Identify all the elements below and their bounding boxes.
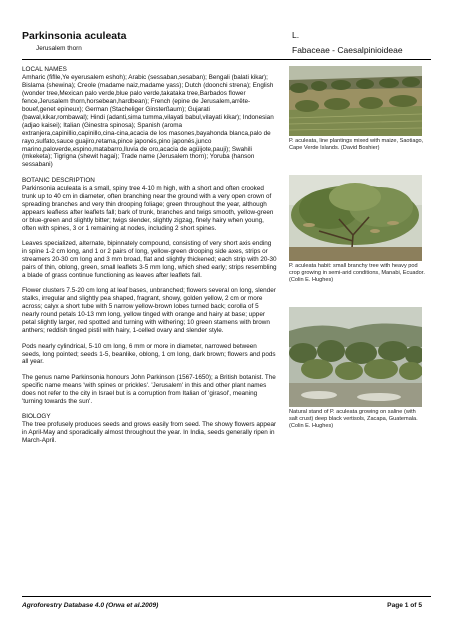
- botanic-paragraph: Pods nearly cylindrical, 5-10 cm long, 6 mm or more in diameter, narrowed between seeds, long pointed; seeds 1-5, beanlike, oblong, 1 cm long, dark brown; flowers and pods all year.: [22, 342, 276, 366]
- authority: L.: [292, 30, 300, 40]
- photo-natural-stand: [289, 307, 422, 407]
- botanic-paragraph: The genus name Parkinsonia honours John Parkinson (1567-1650); a British botanist. The specific name means 'with spines or prickles'. 'Jerusalem' in this and other plant names does not refer to the city in Israel but is a corruption from Italian of 'girasol', meaning 'turning towards the sun'.: [22, 373, 276, 405]
- botanic-paragraph: Leaves specialized, alternate, bipinnately compound, consisting of very short axis ending in spine 1-2 cm long, and 1 or 2 pairs of long, yellow-green drooping side axes, strips or streamers 20-30 cm long and 3 mm broad, flat and slightly thickened; each strip with 20-30 pairs of thin, oblong, green, small leaflets 3-5 mm long, which shed early; strips resembling a blade of grass continue functioning as leaves after leaflets fall.: [22, 240, 277, 279]
- photo-caption: P. aculeata habit: small branchy tree with heavy pod crop growing in semi-arid conditions, Manabi, Ecuador. (Colin E. Hughes): [289, 263, 425, 283]
- botanic-description-heading: BOTANIC DESCRIPTION: [22, 176, 95, 184]
- biology-heading: BIOLOGY: [22, 413, 51, 421]
- biology-text: The tree profusely produces seeds and grows easily from seed. The showy flowers appear in April-May and sporadically almost throughout the year. In India, seeds generally ripen in March-April.: [22, 421, 277, 445]
- page-number: Page 1 of 5: [387, 602, 422, 609]
- photo-column: [289, 66, 425, 586]
- botanic-paragraph: Flower clusters 7.5-20 cm long at leaf bases, unbranched; flowers several on long, slender stalks, irregular and slightly pea shaped, fragrant, showy, golden yellow, 2 cm or more across; calyx a short tube with 5 narrow yellow-brown lobes turned back; corolla of 5 nearly round petals 10-13 mm long, yellow tinged with orange and hairy at base; upper petal slightly larger, red spotted and turning with withering; 10 green stamens with brown anthers; reddish tinged pistil with hairy, 1-celled ovary and slender style.: [22, 287, 276, 335]
- species-title: Parkinsonia aculeata: [22, 30, 127, 42]
- header-divider: [22, 59, 431, 60]
- photo-caption: Natural stand of P. aculeata growing on saline (with salt crust) deep black vertisols, Zacapa, Guatemala. (Colin E. Hughes): [289, 409, 418, 429]
- photo-tree-habit: [289, 175, 422, 261]
- family-name: Fabaceae - Caesalpinioideae: [292, 45, 403, 55]
- footer-divider: [22, 596, 431, 597]
- common-name: Jerusalem thorn: [36, 45, 82, 52]
- local-names-text: Amharic (fiflle,Ye eyerusalem eshoh); Arabic (sessaban,sesaban); Bengali (balati kikar); Bislama (shewina); Creole (madame naiz,madame yass); Dutch (doonchi strena); English (wonder tree,Mexican palo verde,blue palo verde,takataka tree,Barbados flower fence,Jerusalem thorn,horsebean,hardbean); French (epine de Jerusalem,arrête-bouef,genet epineux); German (Stacheliger Ginsterßaum); Gujarati (bawal,kikar,rombawal); Hindi (adanti,sima tumma,vilayati babul,vilayati kikar); Indonesian (adjao kaisei); Italian (Ginestra spinosa); Spanish (aroma extranjera,capinillio,capinillo,cina-cina,acacia de los masones,bayahonda blanca,palo de rayo,sulfato,sauce guajiro,retama,pince japonés,pino japonés,junco marino,paloverde,espino,matabarro,lluvia de oro,acacia de agüijote,pauji); Swahili (mkeketa); Tigrigna (shewit hagai); Trade name (Jerusalem thorn); Yoruba (hanson sessabani): [22, 73, 274, 169]
- botanic-paragraph: Parkinsonia aculeata is a small, spiny tree 4-10 m high, with a short and often crooked trunk up to 40 cm in diameter, often branching near the ground with a very open crown of spreading branches and very thin drooping foliage; green throughout the year, although appears leafless after leaflets fall; bark of trunk, branches and twigs smooth, yellow-green or blue-green and slightly bitter; twigs slender, slightly zigzag, finely hairy when young, often with spines, 3 or 1 remaining at nodes, including 2 short spines.: [22, 184, 274, 232]
- photo-line-plantings: [289, 66, 422, 136]
- photo-caption: P. aculeata, line plantings mixed with maize, Saotiago, Cape Verde Islands. (David Boshier): [289, 138, 424, 151]
- footer-source: Agroforestry Database 4.0 (Orwa et al.2009): [22, 602, 159, 609]
- local-names-heading: LOCAL NAMES: [22, 66, 67, 73]
- main-text-column: [22, 66, 277, 453]
